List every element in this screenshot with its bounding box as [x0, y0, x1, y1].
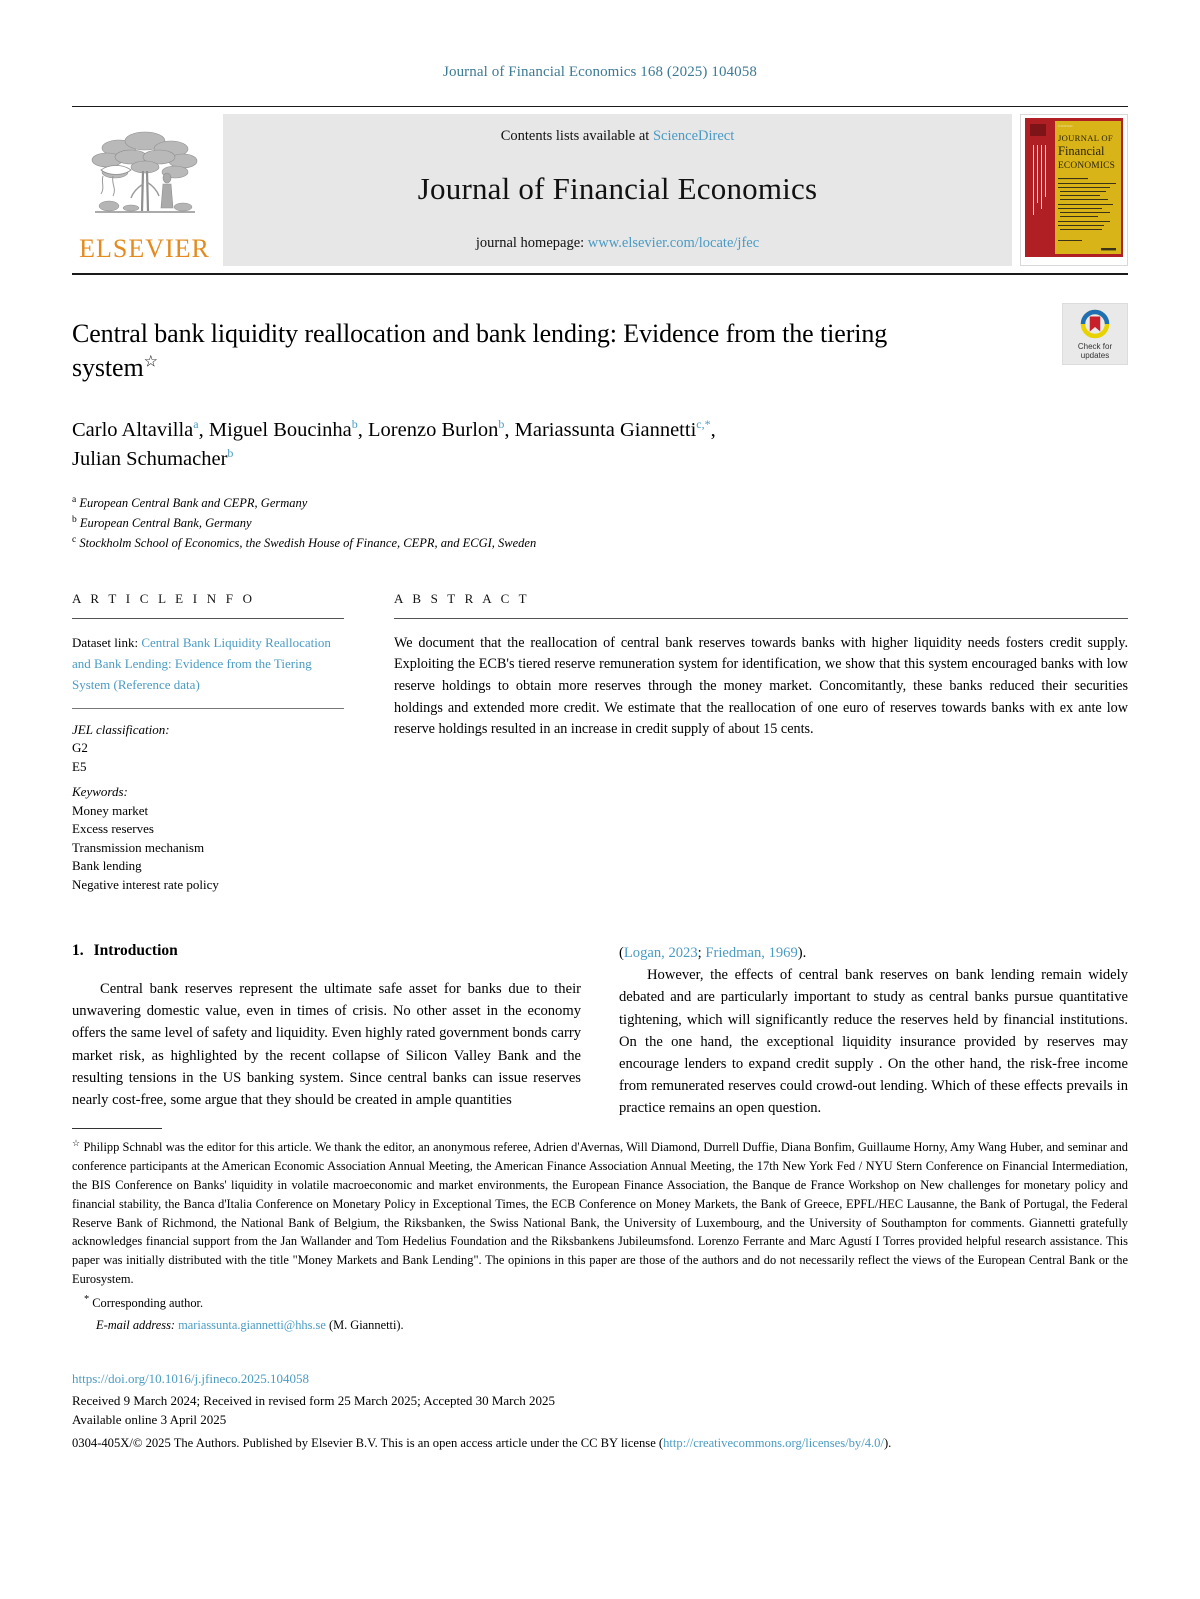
jel-classification-block: [72, 721, 344, 894]
author-name: Lorenzo Burlon: [368, 418, 499, 441]
page-title: [72, 317, 952, 386]
affiliation-marker: b: [72, 514, 77, 525]
affiliation-text: European Central Bank, Germany: [79, 516, 252, 531]
corresponding-marker: *: [84, 1293, 90, 1305]
footnote-divider: [72, 1128, 162, 1129]
author-affiliation-marker: a: [193, 416, 199, 431]
author-affiliation-marker: b: [498, 416, 505, 431]
divider: [72, 618, 344, 619]
affiliation-marker: c: [72, 534, 77, 545]
dataset-link[interactable]: Central Bank Liquidity Reallocation and Bank Lending: Evidence from the Tiering System (Reference data): [72, 634, 331, 692]
elsevier-tree-icon: [79, 126, 211, 234]
crossmark-badge[interactable]: [1062, 303, 1128, 365]
divider: [72, 708, 344, 709]
journal-homepage-link[interactable]: www.elsevier.com/locate/jfec: [587, 235, 760, 251]
license-link[interactable]: http://creativecommons.org/licenses/by/4.0/: [663, 1435, 884, 1450]
keyword-item: Negative interest rate policy: [72, 876, 219, 892]
corresponding-text: Corresponding author.: [92, 1296, 204, 1310]
journal-masthead: [72, 106, 1128, 266]
acknowledgement-footnote: [72, 1137, 1128, 1289]
contents-lists-line: [501, 128, 735, 145]
citation-separator: ;: [697, 945, 706, 961]
elsevier-logo: [72, 114, 217, 266]
author-affiliation-marker: b: [227, 446, 234, 461]
copyright-line: [72, 1434, 1128, 1452]
publication-info: [72, 1370, 1128, 1452]
citation-open-paren: (: [619, 945, 624, 961]
author-name: Carlo Altavilla: [72, 418, 194, 441]
email-note: [72, 1316, 1128, 1335]
author-entry: [514, 416, 711, 441]
keyword-item: Excess reserves: [72, 821, 154, 837]
corresponding-author-note: [72, 1292, 1128, 1313]
affiliation-item: [72, 513, 1128, 533]
svg-text:ECONOMICS: ECONOMICS: [1058, 161, 1116, 171]
title-area: [72, 317, 1128, 553]
sciencedirect-link[interactable]: ScienceDirect: [652, 128, 735, 144]
author-list: Carlo Altavilla$^a$, Miguel Boucinha$^b$, Lorenzo Burlon$^b$, Mariassunta Giannetti$^{c,*}$, Julian Schumacher$^b$: [72, 416, 716, 471]
crossmark-label: [1078, 342, 1112, 360]
available-online-date: Available online 3 April 2025: [72, 1411, 227, 1427]
masthead-bottom-rule: [72, 273, 1128, 275]
email-link[interactable]: mariassunta.giannetti@hhs.se: [178, 1318, 326, 1333]
abstract-heading: A B S T R A C T: [394, 590, 530, 606]
masthead-center-panel: [223, 114, 1012, 266]
paper-title-text: Central bank liquidity reallocation and bank lending: Evidence from the tiering system: [72, 319, 888, 383]
crossmark-label-line2: updates: [1080, 351, 1110, 361]
section-heading: [72, 942, 581, 960]
author-affiliation-marker: b: [351, 416, 358, 431]
doi-line: [72, 1370, 1128, 1389]
body-columns: [72, 942, 1128, 1119]
intro-paragraph-left: Central bank reserves represent the ultimate safe asset for banks due to their unwavering domestic value, even in times of crisis. No other asset in the economy offers the same level of safety and liquidity. Even highly rated government bonds carry market risk, as highlighted by the recent collapse of Silicon Valley Bank and the resulting tensions in the US banking system. Since central banks can issue reserves nearly cost-free, some argue that they should be created in ample quantities: [72, 981, 581, 1108]
author-entry: [72, 416, 199, 441]
crossmark-label-line1: Check for: [1077, 342, 1113, 351]
author-entry: [208, 416, 358, 441]
journal-homepage-line: [476, 235, 759, 252]
homepage-prefix: journal homepage:: [475, 235, 585, 251]
acknowledgement-text: Philipp Schnabl was the editor for this article. We thank the editor, an anonymous referee, Adrien d'Avernas, Will Diamond, Durrell Duffie, Diana Bonfim, Guillaume Horny, Amy Wang Huber, and seminar and conference participants at the American Economic Association Annual Meeting, the American Finance Association Annual Meeting, the 17th New York Fed / NYU Stern Conference on Financial Intermediation, the BIS Conference on Banks' liquidity in volatile macroeconomic and market environments, the European Finance Association, the Banque de France Workshop on New challenges for monetary policy and financial stability, the Banca d'Italia Conference on Monetary Policy in Exceptional Times, the ECB Conference on Money Markets, the Bank of Greece, EPFL/HEC Lausanne, the Bank of Portugal, the Federal Reserve Bank of Richmond, the National Bank of Belgium, the Riksbanken, the Swiss National Bank, the University of Luxembourg, and the University of Southampton for comments. Giannetti gratefully acknowledges financial support from the Jan Wallander and Tom Hedelius Foundation and the Riksbankens Jubileumsfond. Lorenzo Ferrante and Marc Agustí I Torres provided helpful research assistance. This paper was initially distributed with the title "Money Markets and Bank Lending". The opinions in this paper are those of the authors and do not necessarily reflect the views of the European Central Bank or the Eurosystem.: [72, 1140, 1128, 1287]
author-name: Julian Schumacher: [72, 448, 228, 471]
citation-link[interactable]: Logan, 2023: [623, 945, 698, 961]
footnote-star-marker: ☆: [72, 1138, 81, 1148]
journal-cover-thumbnail: [1020, 114, 1128, 266]
dataset-label: Dataset link:: [72, 634, 139, 650]
journal-title: Journal of Financial Economics: [417, 171, 818, 206]
email-label: E-mail address:: [96, 1318, 176, 1333]
citation-line: [619, 942, 1128, 964]
copyright-prefix: 0304-405X/© 2025 The Authors. Published by Elsevier B.V. This is an open access article under the CC BY license (: [72, 1435, 664, 1450]
doi-link[interactable]: https://doi.org/10.1016/j.jfineco.2025.104058: [72, 1371, 310, 1386]
received-dates: Received 9 March 2024; Received in revised form 25 March 2025; Accepted 30 March 2025: [72, 1392, 556, 1408]
author-affiliation-marker: c,*: [696, 416, 711, 431]
email-suffix: (M. Giannetti).: [328, 1318, 404, 1333]
author-entry: [72, 448, 233, 470]
keyword-item: Transmission mechanism: [72, 839, 205, 855]
running-head: Journal of Financial Economics 168 (2025) 104058: [443, 64, 757, 80]
affiliation-item: [72, 493, 1128, 513]
affiliation-text: European Central Bank and CEPR, Germany: [79, 496, 308, 511]
abstract-column: [394, 591, 1128, 894]
citation-close-paren: ).: [797, 945, 807, 961]
jel-code: E5: [72, 758, 87, 774]
divider: [394, 618, 1128, 619]
body-column-left: [72, 942, 581, 1119]
author-entry: [368, 416, 505, 441]
jel-heading: JEL classification:: [72, 721, 170, 737]
citation-link[interactable]: Friedman, 1969: [705, 945, 798, 961]
footnotes-block: [72, 1128, 1128, 1335]
affiliation-item: [72, 533, 1128, 553]
svg-text:Financial: Financial: [1058, 144, 1105, 158]
body-column-right: [619, 942, 1128, 1119]
section-title: Introduction: [93, 942, 178, 959]
keyword-item: Money market: [72, 802, 149, 818]
keyword-item: Bank lending: [72, 858, 142, 874]
article-info-column: [72, 591, 344, 894]
jel-code: G2: [72, 740, 88, 756]
title-footnote-marker: ☆: [143, 353, 158, 371]
contents-prefix: Contents lists available at: [500, 128, 650, 144]
svg-text:JOURNAL: JOURNAL: [1058, 124, 1074, 128]
intro-paragraph-right: However, the effects of central bank reserves on bank lending remain widely debated and are particularly important to study as central banks pursue quantitative tightening, which will significantly reduce the reserves held by financial institutions. On the one hand, the exceptional liquidity insurance provided by reserves may encourage lenders to expand credit supply . On the other hand, the risk-free income from remunerated reserves could crowd-out lending. Which of these effects prevails in practice remains an open question.: [619, 967, 1128, 1117]
section-number: 1.: [72, 942, 84, 959]
info-abstract-section: [72, 591, 1128, 894]
journal-cover-image: [1021, 115, 1127, 260]
copyright-suffix: ).: [883, 1435, 892, 1450]
article-info-heading: A R T I C L E I N F O: [72, 590, 256, 606]
keywords-heading: Keywords:: [72, 784, 128, 800]
svg-text:JOURNAL OF: JOURNAL OF: [1058, 133, 1113, 143]
affiliation-text: Stockholm School of Economics, the Swedish House of Finance, CEPR, and ECGI, Sweden: [79, 536, 537, 551]
affiliation-list: [72, 493, 1128, 553]
elsevier-wordmark: ELSEVIER: [79, 234, 210, 263]
affiliation-marker: a: [72, 495, 77, 506]
author-name: Miguel Boucinha: [208, 418, 352, 441]
author-name: Mariassunta Giannetti: [514, 418, 697, 441]
dataset-link-block: [72, 632, 344, 695]
abstract-text: We document that the reallocation of central bank reserves towards banks with higher liquidity needs fosters credit supply. Exploiting the ECB's tiered reserve remuneration system for identification, we show that this system encouraged banks with low reserve holdings to obtain more reserves through the money market. Concomitantly, these banks reduced their securities holdings and extended more credit. We estimate that the reallocation of one euro of reserves towards banks with ex ante low reserve holdings resulted in an increase in credit supply of about 15 cents.: [394, 634, 1128, 738]
crossmark-icon: [1080, 309, 1110, 339]
